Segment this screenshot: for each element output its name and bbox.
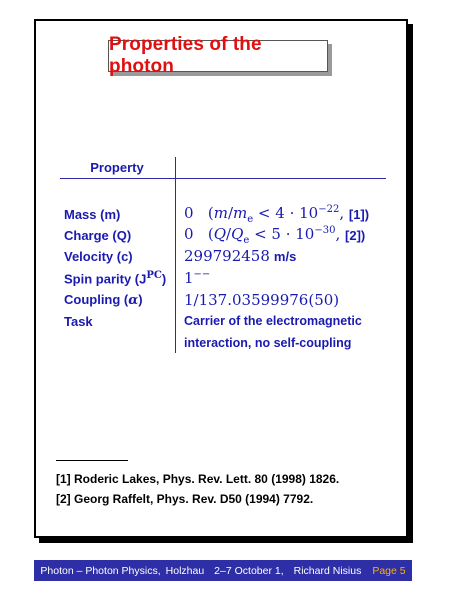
row-coupling-label (64, 290, 143, 310)
footnote-2: [2] Georg Raffelt, Phys. Rev. D50 (1994) 7792. (56, 492, 314, 506)
task-line-1: Carrier of the electromagnetic (184, 314, 362, 328)
spin-value-sup: −− (193, 269, 211, 280)
footer-page[interactable]: Page 5 (372, 564, 406, 577)
task-label: Task (64, 313, 93, 329)
velocity-number: 299792458 (184, 247, 270, 265)
spin-value (184, 268, 210, 288)
mass-label: Mass (m) (64, 206, 121, 222)
velocity-label: Velocity (c) (64, 248, 133, 264)
row-spin-label (64, 268, 166, 288)
velocity-value (184, 246, 296, 266)
task-line-2: interaction, no self-coupling (184, 336, 352, 350)
spin-label-sup: PC (146, 269, 162, 281)
velocity-unit: m/s (273, 248, 297, 264)
charge-label: Charge (Q) (64, 227, 132, 243)
footer-date: 2–7 October 1, (214, 564, 284, 577)
row-velocity-label (64, 246, 133, 266)
mass-ref: [1]) (348, 206, 370, 222)
title-box (108, 34, 328, 77)
coupling-value (184, 290, 339, 310)
table-horizontal-rule (60, 178, 386, 179)
charge-ref: [2]) (345, 227, 366, 243)
slide-title: Properties of the photon (109, 34, 262, 77)
coupling-label-text: Coupling ( (64, 292, 129, 307)
spin-math (184, 269, 210, 287)
charge-value (184, 225, 365, 245)
table-header-property: Property (90, 160, 144, 175)
coupling-label-alpha: α (128, 293, 139, 308)
coupling-label (64, 292, 143, 308)
coupling-label-end: ) (138, 292, 143, 307)
row-charge-label (64, 225, 131, 245)
footer-place: Holzhau (165, 564, 205, 577)
footer-bar (34, 560, 412, 581)
footnote-1: [1] Roderic Lakes, Phys. Rev. Lett. 80 (1998) 1826. (56, 472, 340, 486)
spin-label-end: ) (161, 271, 167, 287)
spin-label-text: Spin parity (J (64, 271, 147, 287)
table-vertical-rule (175, 157, 176, 353)
spin-value-base: 1 (184, 269, 194, 287)
mass-math: 0 ($m/m_e < 4 \cdot 10^{-22}$, (184, 203, 349, 225)
footnote-rule (56, 460, 128, 461)
spin-label (64, 270, 166, 286)
row-mass-label (64, 204, 120, 224)
footer-author: Richard Nisius (293, 564, 362, 577)
row-task-label (64, 311, 93, 331)
coupling-math: 1/137.03599976(50) (184, 291, 340, 309)
mass-value (184, 204, 369, 224)
footer-topic: Photon – Photon Physics, (40, 564, 161, 577)
charge-math: 0 ($Q/Q_e < 5 \cdot 10^{-30}$, (184, 224, 346, 246)
